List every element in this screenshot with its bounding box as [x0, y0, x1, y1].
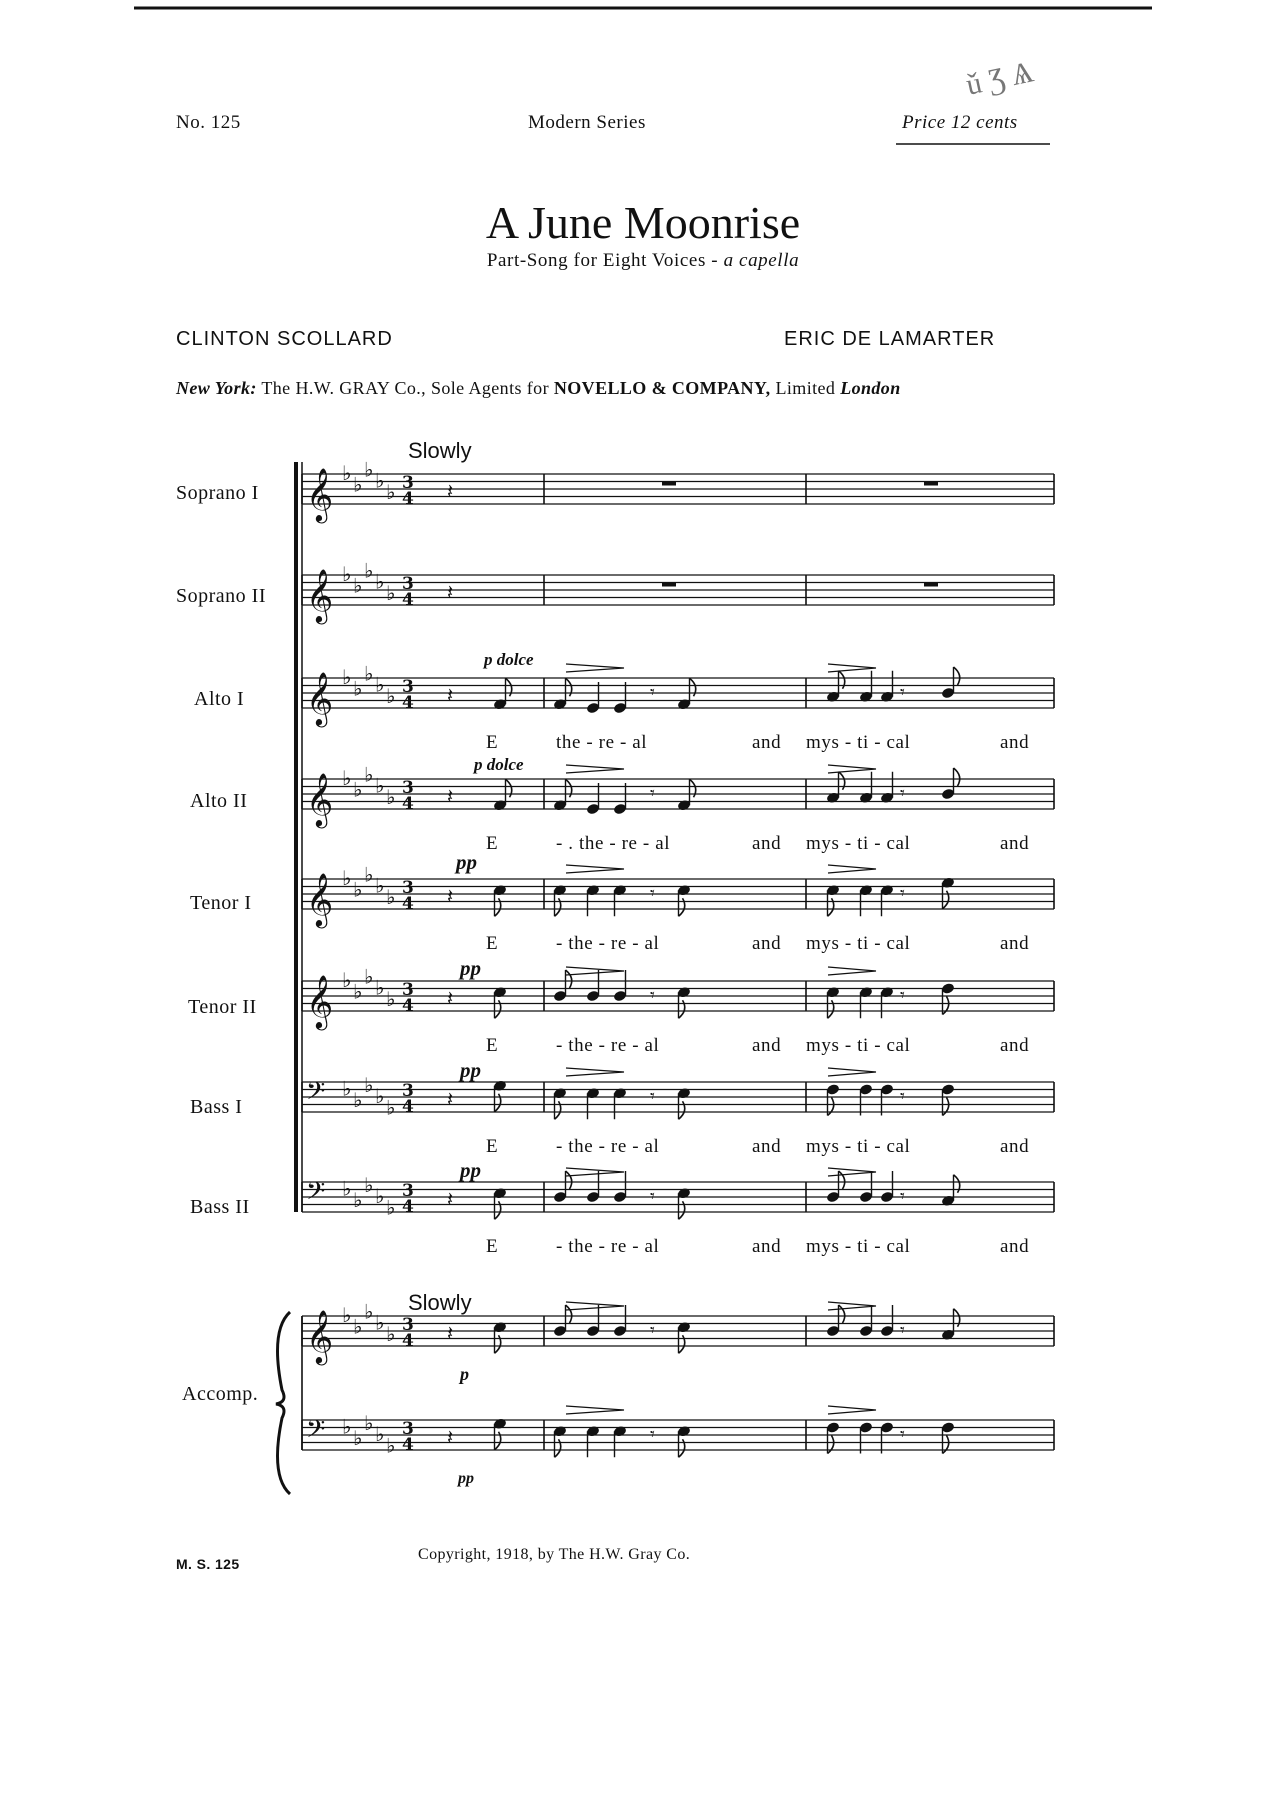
note-flag [839, 1305, 845, 1323]
lyric-syllable: E [486, 1136, 499, 1157]
flat-sign-icon: ♭ [353, 979, 363, 1004]
lyric-syllable: mys - ti - cal [806, 1236, 911, 1257]
publisher-text-b: Limited [775, 378, 836, 398]
handwritten-stamp: ǔ Ʒ Ѧ [963, 55, 1037, 102]
quarter-rest-icon: 𝄽 [447, 683, 454, 707]
lyric-syllable: and [1000, 833, 1030, 854]
treble-clef-icon: 𝄞 [306, 671, 334, 725]
time-signature-bottom: 4 [402, 894, 414, 914]
bass-clef-icon: 𝄢 [306, 1077, 326, 1112]
note-flag [954, 667, 960, 685]
treble-clef-icon: 𝄞 [306, 772, 334, 826]
lyric-syllable: - the - re - al [556, 1035, 660, 1056]
flat-sign-icon: ♭ [386, 784, 396, 809]
flat-sign-icon: ♭ [364, 1299, 374, 1324]
quarter-rest-icon: 𝄽 [447, 580, 454, 604]
flat-sign-icon: ♭ [364, 1172, 374, 1197]
lyric-syllable: and [752, 933, 782, 954]
flat-sign-icon: ♭ [342, 461, 352, 485]
lyric-syllable: mys - ti - cal [806, 1035, 911, 1056]
lyric-syllable: mys - ti - cal [806, 933, 911, 954]
eighth-rest-icon: 𝄾 [650, 883, 655, 904]
lyric-syllable: E [486, 833, 499, 854]
time-signature-bottom: 4 [402, 590, 414, 610]
eighth-rest-icon: 𝄾 [650, 783, 655, 804]
time-signature-top: 3 [402, 878, 414, 898]
time-signature-bottom: 4 [402, 1331, 414, 1351]
time-signature-bottom: 4 [402, 489, 414, 509]
publisher-firm: NOVELLO & COMPANY, [553, 378, 771, 398]
time-signature-bottom: 4 [402, 693, 414, 713]
decrescendo-hairpin [566, 664, 624, 672]
decrescendo-hairpin [566, 1168, 624, 1176]
flat-sign-icon: ♭ [386, 884, 396, 909]
note-flag [839, 1171, 845, 1189]
flat-sign-icon: ♭ [353, 573, 363, 598]
flat-sign-icon: ♭ [364, 762, 374, 787]
flat-sign-icon: ♭ [375, 773, 385, 798]
flat-sign-icon: ♭ [342, 968, 352, 992]
decrescendo-hairpin [828, 1168, 876, 1176]
quarter-rest-icon: 𝄽 [447, 1321, 454, 1345]
flat-sign-icon: ♭ [375, 975, 385, 1000]
voice-label-alto-2: Alto II [190, 790, 248, 812]
lyric-syllable: - the - re - al [556, 1136, 660, 1157]
publisher-text-a: The H.W. GRAY Co., Sole Agents for [261, 378, 549, 398]
quarter-rest-icon: 𝄽 [447, 784, 454, 808]
dynamic-accomp-lower: pp [458, 1470, 474, 1487]
note-flag [566, 970, 572, 988]
flat-sign-icon: ♭ [375, 1084, 385, 1108]
whole-rest-icon [924, 482, 938, 486]
note-flag [943, 1436, 949, 1454]
quarter-rest-icon: 𝄽 [447, 1087, 454, 1111]
subtitle-italic: a capella [723, 250, 800, 271]
flat-sign-icon: ♭ [375, 1310, 385, 1335]
lyric-syllable: mys - ti - cal [806, 1136, 911, 1157]
eighth-rest-icon: 𝄾 [900, 883, 905, 904]
lyric-syllable: and [1000, 1236, 1030, 1257]
flat-sign-icon: ♭ [353, 1187, 363, 1212]
eighth-rest-icon: 𝄾 [650, 985, 655, 1006]
voice-label-tenor-1: Tenor I [190, 892, 252, 914]
decrescendo-hairpin [566, 1068, 624, 1076]
quarter-rest-icon: 𝄽 [447, 1187, 454, 1211]
voice-label-soprano-1: Soprano I [176, 482, 259, 504]
time-signature-top: 3 [402, 677, 414, 697]
flat-sign-icon: ♭ [342, 766, 352, 790]
flat-sign-icon: ♭ [353, 777, 363, 802]
decrescendo-hairpin [566, 1406, 624, 1414]
eighth-rest-icon: 𝄾 [900, 1320, 905, 1341]
flat-sign-icon: ♭ [353, 1425, 363, 1450]
treble-clef-icon: 𝄞 [306, 974, 334, 1028]
flat-sign-icon: ♭ [375, 873, 385, 898]
series-name: Modern Series [528, 112, 646, 133]
time-signature-top: 3 [402, 778, 414, 798]
lyric-syllable: E [486, 1236, 499, 1257]
flat-sign-icon: ♭ [342, 1303, 352, 1327]
tempo-marking: Slowly [408, 438, 472, 463]
lyric-syllable: mys - ti - cal [806, 732, 911, 753]
copyright-notice: Copyright, 1918, by The H.W. Gray Co. [418, 1546, 691, 1563]
decrescendo-hairpin [566, 765, 624, 773]
treble-clef-icon: 𝄞 [306, 467, 334, 521]
flat-sign-icon: ♭ [342, 562, 352, 586]
decrescendo-hairpin [828, 664, 876, 672]
quarter-rest-icon: 𝄽 [447, 986, 454, 1010]
lyric-syllable: and [752, 1236, 782, 1257]
lyric-syllable: - . the - re - al [556, 833, 671, 854]
voice-label-bass-1: Bass I [190, 1096, 243, 1118]
dynamic-bass-2: pp [460, 1158, 481, 1182]
time-signature-top: 3 [402, 1419, 414, 1439]
lyric-syllable: and [752, 732, 782, 753]
lyric-syllable: and [752, 1136, 782, 1157]
dynamic-accomp-upper: p [460, 1364, 469, 1384]
flat-sign-icon: ♭ [342, 1076, 352, 1101]
flat-sign-icon: ♭ [342, 1176, 352, 1201]
eighth-rest-icon: 𝄾 [900, 985, 905, 1006]
flat-sign-icon: ♭ [386, 479, 396, 504]
decrescendo-hairpin [828, 967, 876, 975]
flat-sign-icon: ♭ [375, 1184, 385, 1208]
flat-sign-icon: ♭ [364, 1410, 374, 1435]
flat-sign-icon: ♭ [353, 472, 363, 497]
treble-clef-icon: 𝄞 [306, 872, 334, 926]
decrescendo-hairpin [566, 967, 624, 975]
dynamic-tenor-2: pp [460, 956, 481, 980]
lyric-syllable: and [1000, 933, 1030, 954]
eighth-rest-icon: 𝄾 [900, 682, 905, 703]
lyric-syllable: E [486, 732, 499, 753]
note-flag [828, 1098, 834, 1116]
lyric-syllable: the - re - al [556, 732, 648, 753]
time-signature-top: 3 [402, 1315, 414, 1335]
voice-label-soprano-2: Soprano II [176, 585, 266, 607]
quarter-rest-icon: 𝄽 [447, 1425, 454, 1449]
flat-sign-icon: ♭ [386, 1195, 396, 1220]
decrescendo-hairpin [828, 865, 876, 873]
decrescendo-hairpin [828, 765, 876, 773]
dynamic-bass-1: pp [460, 1058, 481, 1082]
flat-sign-icon: ♭ [386, 1433, 396, 1458]
decrescendo-hairpin [828, 1406, 876, 1414]
note-flag [943, 1098, 949, 1116]
lyric-syllable: and [1000, 732, 1030, 753]
voice-label-bass-2: Bass II [190, 1196, 250, 1218]
note-flag [828, 1436, 834, 1454]
note-flag [943, 997, 949, 1015]
eighth-rest-icon: 𝄾 [650, 1320, 655, 1341]
time-signature-bottom: 4 [402, 1197, 414, 1217]
eighth-rest-icon: 𝄾 [900, 783, 905, 804]
price-label: Price 12 cents [902, 112, 1018, 133]
flat-sign-icon: ♭ [375, 468, 385, 493]
time-signature-top: 3 [402, 574, 414, 594]
time-signature-bottom: 4 [402, 1435, 414, 1455]
flat-sign-icon: ♭ [364, 661, 374, 686]
eighth-rest-icon: 𝄾 [650, 1186, 655, 1207]
lyric-syllable: - the - re - al [556, 1236, 660, 1257]
flat-sign-icon: ♭ [375, 1422, 385, 1446]
time-signature-top: 3 [402, 1181, 414, 1201]
composer-credit: ERIC DE LAMARTER [784, 328, 996, 350]
lyric-syllable: - the - re - al [556, 933, 660, 954]
flat-sign-icon: ♭ [375, 569, 385, 594]
publisher-city2: London [840, 378, 901, 398]
flat-sign-icon: ♭ [386, 683, 396, 708]
eighth-rest-icon: 𝄾 [650, 1424, 655, 1445]
flat-sign-icon: ♭ [364, 558, 374, 583]
page-title: A June Moonrise [485, 197, 801, 248]
plate-number: M. S. 125 [176, 1556, 240, 1572]
flat-sign-icon: ♭ [364, 964, 374, 989]
eighth-rest-icon: 𝄾 [650, 682, 655, 703]
catalog-number: No. 125 [176, 112, 241, 133]
decrescendo-hairpin [566, 1302, 624, 1310]
eighth-rest-icon: 𝄾 [650, 1086, 655, 1107]
poet-credit: CLINTON SCOLLARD [176, 328, 393, 350]
flat-sign-icon: ♭ [386, 1095, 396, 1120]
time-signature-top: 3 [402, 980, 414, 1000]
quarter-rest-icon: 𝄽 [447, 884, 454, 908]
eighth-rest-icon: 𝄾 [900, 1186, 905, 1207]
eighth-rest-icon: 𝄾 [900, 1086, 905, 1107]
treble-clef-icon: 𝄞 [306, 1309, 334, 1363]
flat-sign-icon: ♭ [364, 862, 374, 887]
grand-staff-brace [276, 1312, 290, 1494]
treble-clef-icon: 𝄞 [306, 568, 334, 622]
time-signature-bottom: 4 [402, 794, 414, 814]
note-flag [566, 1171, 572, 1189]
flat-sign-icon: ♭ [364, 457, 374, 482]
flat-sign-icon: ♭ [386, 986, 396, 1011]
quarter-rest-icon: 𝄽 [447, 479, 454, 503]
dynamic-alto-1: p dolce [484, 650, 534, 669]
voice-label-tenor-2: Tenor II [188, 996, 257, 1018]
flat-sign-icon: ♭ [386, 580, 396, 605]
note-flag [954, 768, 960, 786]
whole-rest-icon [924, 583, 938, 587]
flat-sign-icon: ♭ [342, 1414, 352, 1439]
time-signature-top: 3 [402, 473, 414, 493]
eighth-rest-icon: 𝄾 [900, 1424, 905, 1445]
voice-label-accomp: Accomp. [182, 1383, 259, 1405]
flat-sign-icon: ♭ [353, 1087, 363, 1112]
whole-rest-icon [662, 482, 676, 486]
flat-sign-icon: ♭ [342, 665, 352, 689]
flat-sign-icon: ♭ [353, 1314, 363, 1339]
lyric-syllable: mys - ti - cal [806, 833, 911, 854]
decrescendo-hairpin [828, 1302, 876, 1310]
decrescendo-hairpin [828, 1068, 876, 1076]
voice-label-alto-1: Alto I [194, 688, 245, 710]
time-signature-bottom: 4 [402, 996, 414, 1016]
lyric-syllable: E [486, 933, 499, 954]
flat-sign-icon: ♭ [375, 672, 385, 697]
dynamic-alto-2: p dolce [474, 755, 524, 774]
flat-sign-icon: ♭ [353, 877, 363, 902]
flat-sign-icon: ♭ [386, 1321, 396, 1346]
lyric-syllable: and [1000, 1136, 1030, 1157]
decrescendo-hairpin [566, 865, 624, 873]
lyric-syllable: and [752, 1035, 782, 1056]
whole-rest-icon [662, 583, 676, 587]
time-signature-bottom: 4 [402, 1097, 414, 1117]
bass-clef-icon: 𝄢 [306, 1177, 326, 1212]
lyric-syllable: and [1000, 1035, 1030, 1056]
note-flag [566, 1305, 572, 1323]
lyric-syllable: and [752, 833, 782, 854]
lyric-syllable: E [486, 1035, 499, 1056]
flat-sign-icon: ♭ [342, 866, 352, 890]
dynamic-tenor-1: pp [456, 850, 477, 874]
bass-clef-icon: 𝄢 [306, 1415, 326, 1450]
subtitle-main: Part-Song for Eight Voices - [486, 250, 719, 271]
publisher-city: New York: [176, 378, 257, 398]
flat-sign-icon: ♭ [353, 676, 363, 701]
time-signature-top: 3 [402, 1081, 414, 1101]
flat-sign-icon: ♭ [364, 1072, 374, 1097]
accomp-tempo-marking: Slowly [408, 1290, 472, 1315]
